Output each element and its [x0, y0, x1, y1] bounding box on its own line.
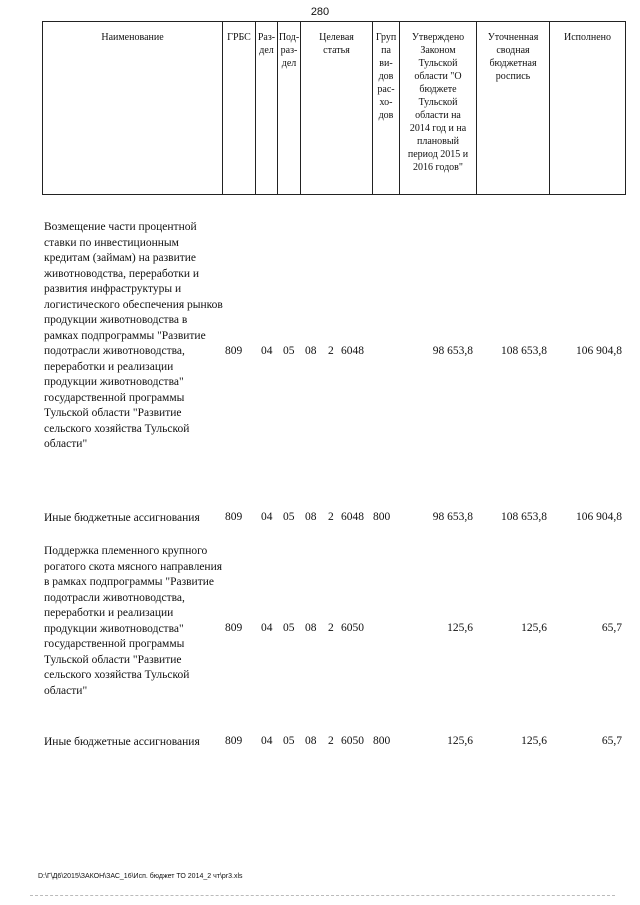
header-expense-group: Груп па ви- дов рас- хо- дов [373, 22, 400, 194]
row-target-1: 08 [305, 511, 317, 523]
row-target-2: 2 [328, 735, 334, 747]
row-grbs: 809 [225, 622, 243, 634]
row-target-3: 6050 [341, 735, 364, 747]
footer-file-path: D:\Г\Д6\2015\ЗАКОН\ЗАС_16\Исп. бюджет ТО 2014_2 чт\pr3.xls [38, 873, 243, 880]
row-approved: 125,6 [447, 622, 473, 634]
row-name: Возмещение части процентной ставки по инвестиционным кредитам (займам) на развитие животноводства, переработки и развития инфраструктуры и логистического обеспечения рынков продукции животноводства в рамках подпрограммы "Развитие подотрасли животноводства, переработки и реализации продукции животноводства" государственной программы Тульской области "Развитие сельского хозяйства Тульской области" [44, 221, 223, 450]
row-target-1: 08 [305, 735, 317, 747]
header-approved: Утверждено Законом Тульской области "О бюджете Тульской области на 2014 год и на плановый период 2015 и 2016 годов" [400, 22, 477, 194]
row-grbs: 809 [225, 735, 243, 747]
row-podrazdel: 05 [283, 735, 295, 747]
row-name: Иные бюджетные ассигнования [44, 512, 200, 524]
row-target-1: 08 [305, 345, 317, 357]
row-executed: 65,7 [601, 735, 622, 747]
header-podrazdel: Под- раз- дел [278, 22, 301, 194]
row-name: Поддержка племенного крупного рогатого скота мясного направления в рамках подпрограммы "Развитие подотрасли животноводства, переработки и реализации продукции животноводства" государственной программы Тульской области "Развитие сельского хозяйства Тульской области" [44, 545, 223, 697]
row-razdel: 04 [261, 511, 273, 523]
row-target-3: 6048 [341, 511, 364, 523]
row-group: 800 [373, 511, 391, 523]
row-executed: 106 904,8 [576, 345, 622, 357]
row-target-3: 6048 [341, 345, 364, 357]
row-target-2: 2 [328, 622, 334, 634]
row-name: Иные бюджетные ассигнования [44, 736, 200, 748]
row-target-2: 2 [328, 345, 334, 357]
row-razdel: 04 [261, 345, 273, 357]
row-refined: 108 653,8 [501, 511, 547, 523]
row-approved: 98 653,8 [432, 345, 473, 357]
row-podrazdel: 05 [283, 511, 295, 523]
header-grbs: ГРБС [223, 22, 256, 194]
row-podrazdel: 05 [283, 345, 295, 357]
header-razdel: Раз- дел [256, 22, 278, 194]
row-refined: 125,6 [521, 622, 547, 634]
row-approved: 125,6 [447, 735, 473, 747]
row-target-2: 2 [328, 511, 334, 523]
row-refined: 125,6 [521, 735, 547, 747]
row-razdel: 04 [261, 735, 273, 747]
table-header [42, 21, 626, 195]
bottom-divider [30, 895, 615, 896]
row-refined: 108 653,8 [501, 345, 547, 357]
row-target-3: 6050 [341, 622, 364, 634]
row-executed: 65,7 [601, 622, 622, 634]
header-refined: Уточненная сводная бюджетная роспись [477, 22, 550, 194]
row-podrazdel: 05 [283, 622, 295, 634]
row-target-1: 08 [305, 622, 317, 634]
row-razdel: 04 [261, 622, 273, 634]
row-executed: 106 904,8 [576, 511, 622, 523]
row-group: 800 [373, 735, 391, 747]
row-approved: 98 653,8 [432, 511, 473, 523]
header-name: Наименование [43, 22, 223, 194]
header-executed: Исполнено [563, 32, 611, 43]
page-number: 280 [310, 6, 330, 18]
header-target-article: Целевая статья [301, 22, 373, 194]
row-grbs: 809 [225, 511, 243, 523]
row-grbs: 809 [225, 345, 243, 357]
